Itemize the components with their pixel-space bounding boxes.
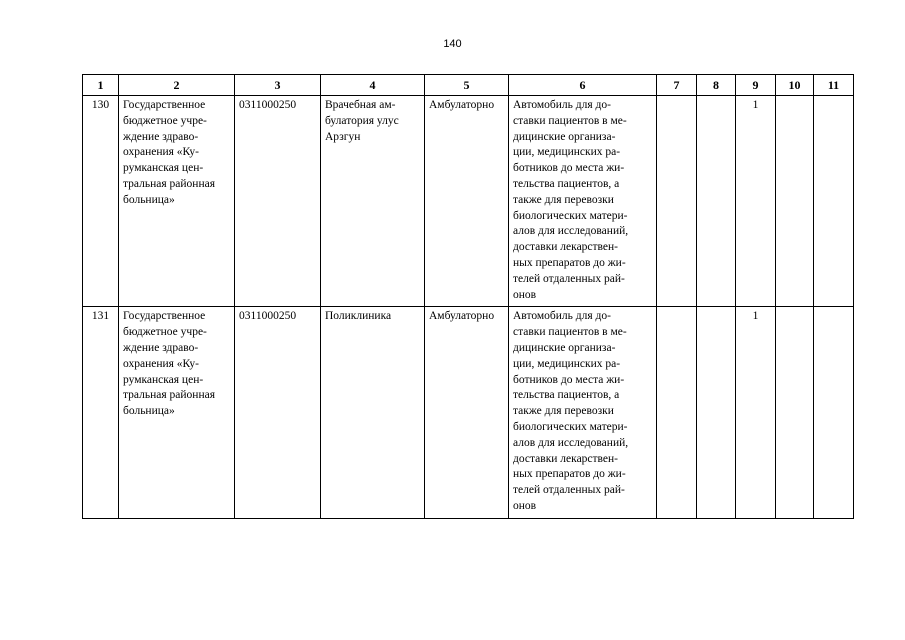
purpose-line: Автомобиль для до- [513, 310, 611, 323]
col8-cell [697, 96, 736, 307]
register-table [82, 74, 854, 519]
unit-cell [321, 96, 425, 307]
purpose-line: алов для исследований, [513, 225, 629, 238]
table-row [83, 96, 854, 307]
purpose-cell [509, 96, 657, 307]
column-header: 1 [83, 75, 119, 96]
purpose-line: ных препаратов до жи- [513, 468, 626, 481]
unit-line: булатория улус [325, 114, 399, 127]
purpose-line: ставки пациентов в ме- [513, 326, 627, 339]
purpose-line: ботников до места жи- [513, 373, 625, 386]
organization-line: Государственное [123, 99, 206, 111]
organization-line: больница» [123, 193, 175, 206]
col11-cell [814, 96, 854, 307]
purpose-line: тельства пациентов, а [513, 389, 620, 402]
code-cell: 0311000250 [235, 307, 321, 518]
purpose-line: телей отдаленных рай- [513, 484, 625, 497]
col8-cell [697, 307, 736, 518]
unit-line: Поликлиника [325, 310, 392, 323]
purpose-line: Автомобиль для до- [513, 99, 611, 111]
purpose-line: онов [513, 499, 537, 512]
organization-cell [119, 96, 235, 307]
unit-cell [321, 307, 425, 518]
organization-line: ждение здраво- [123, 130, 199, 143]
organization-cell [119, 307, 235, 518]
organization-line: Государственное [123, 310, 206, 323]
organization-line: охранения «Ку- [123, 357, 199, 370]
col7-cell [657, 307, 697, 518]
code-cell: 0311000250 [235, 96, 321, 307]
col9-cell: 1 [736, 307, 776, 518]
purpose-line: ных препаратов до жи- [513, 256, 626, 269]
column-header: 7 [657, 75, 697, 96]
organization-line: больница» [123, 405, 175, 418]
column-header: 10 [776, 75, 814, 96]
purpose-line: ставки пациентов в ме- [513, 114, 627, 127]
column-header: 8 [697, 75, 736, 96]
organization-line: охранения «Ку- [123, 146, 199, 159]
unit-line: Врачебная ам- [325, 99, 396, 111]
purpose-line: дицинские организа- [513, 341, 616, 354]
purpose-line: телей отдаленных рай- [513, 272, 625, 285]
organization-line: румканская цен- [123, 373, 204, 386]
row-number: 130 [83, 96, 119, 307]
purpose-line: также для перевозки [513, 405, 614, 418]
table-row [83, 307, 854, 518]
unit-line: Арзгун [325, 130, 361, 143]
purpose-line: тельства пациентов, а [513, 177, 620, 190]
column-header: 2 [119, 75, 235, 96]
header-row [83, 75, 854, 96]
organization-line: бюджетное учре- [123, 326, 207, 339]
col10-cell [776, 96, 814, 307]
purpose-line: также для перевозки [513, 193, 614, 206]
col10-cell [776, 307, 814, 518]
organization-line: тральная районная [123, 389, 215, 402]
row-number: 131 [83, 307, 119, 518]
column-header: 3 [235, 75, 321, 96]
purpose-line: биологических матери- [513, 420, 628, 433]
page-number: 140 [443, 38, 462, 50]
organization-line: ждение здраво- [123, 341, 199, 354]
organization-line: румканская цен- [123, 162, 204, 175]
column-header: 4 [321, 75, 425, 96]
purpose-cell [509, 307, 657, 518]
purpose-line: алов для исследований, [513, 436, 629, 449]
mode-cell: Амбулаторно [425, 96, 509, 307]
mode-cell: Амбулаторно [425, 307, 509, 518]
purpose-line: ции, медицинских ра- [513, 146, 621, 159]
purpose-line: онов [513, 288, 537, 301]
col7-cell [657, 96, 697, 307]
purpose-line: дицинские организа- [513, 130, 616, 143]
organization-line: бюджетное учре- [123, 114, 207, 127]
purpose-line: доставки лекарствен- [513, 241, 618, 254]
column-header: 5 [425, 75, 509, 96]
column-header: 9 [736, 75, 776, 96]
column-header: 11 [814, 75, 854, 96]
purpose-line: доставки лекарствен- [513, 452, 618, 465]
purpose-line: биологических матери- [513, 209, 628, 222]
purpose-line: ботников до места жи- [513, 162, 625, 175]
column-header: 6 [509, 75, 657, 96]
col9-cell: 1 [736, 96, 776, 307]
col11-cell [814, 307, 854, 518]
organization-line: тральная районная [123, 177, 215, 190]
purpose-line: ции, медицинских ра- [513, 357, 621, 370]
